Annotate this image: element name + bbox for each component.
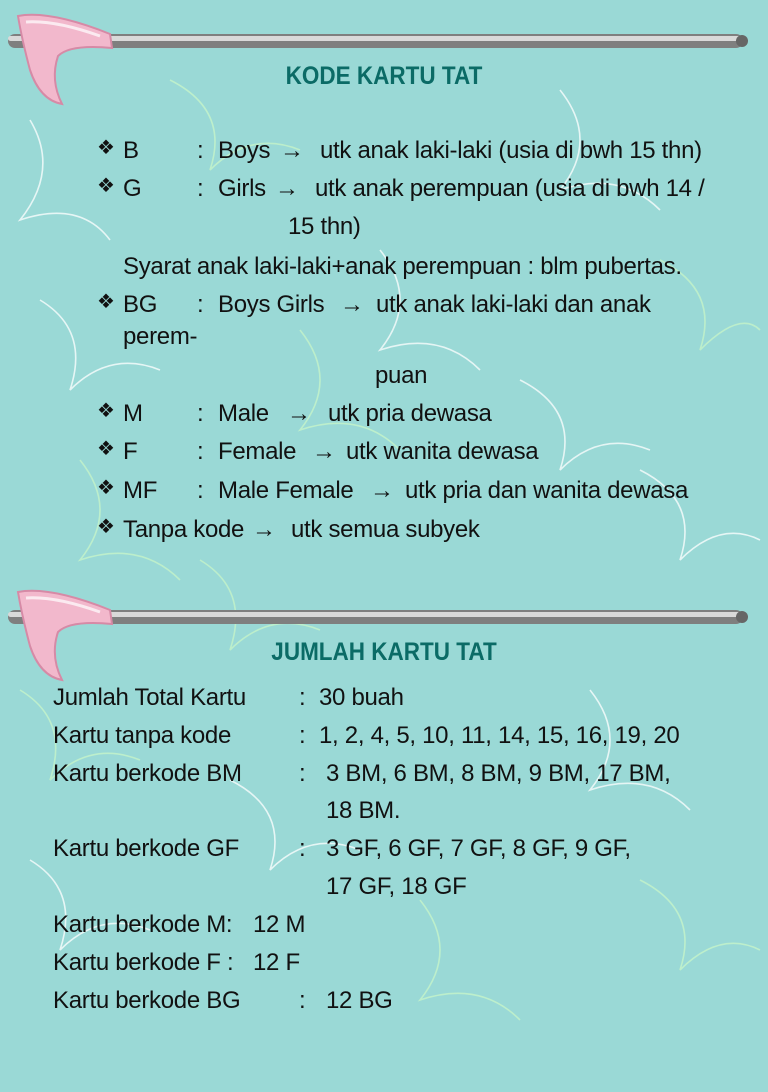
colon: : [197, 477, 204, 504]
row-label: Kartu berkode M: [53, 911, 233, 938]
row-value: 12 M [253, 911, 306, 938]
description: utk pria dan wanita dewasa [405, 477, 689, 504]
colon: : [197, 175, 204, 202]
description: utk anak laki-laki dan anak [376, 291, 651, 318]
code: B [123, 137, 139, 164]
colon: : [299, 722, 306, 749]
row-value: 3 GF, 6 GF, 7 GF, 8 GF, 9 GF, [326, 835, 631, 862]
code: G [123, 175, 142, 202]
code-label: Boys Girls [218, 291, 325, 318]
row-value: 3 BM, 6 BM, 8 BM, 9 BM, 17 BM, [326, 760, 671, 787]
row-value: 30 buah [319, 684, 404, 711]
colon: : [197, 137, 204, 164]
note-text: Syarat anak laki-laki+anak perempuan : blm pubertas. [123, 253, 682, 280]
description: utk semua subyek [291, 516, 480, 543]
description-continued: perem- [123, 323, 198, 350]
table-row [53, 684, 404, 712]
arrow-right-icon: → [280, 137, 304, 164]
arrow-right-icon: → [340, 291, 364, 318]
code-label: Girls [218, 175, 266, 202]
table-row [53, 949, 300, 977]
colon: : [197, 438, 204, 465]
colon: : [197, 400, 204, 427]
row-label: Kartu berkode BG [53, 987, 241, 1014]
diamond-bullet-icon: ❖ [97, 477, 115, 499]
row-value-continued: 17 GF, 18 GF [326, 873, 467, 900]
code: MF [123, 477, 158, 504]
table-row [53, 722, 680, 750]
row-value: 1, 2, 4, 5, 10, 11, 14, 15, 16, 19, 20 [319, 722, 680, 749]
table-row [53, 760, 671, 788]
arrow-right-icon: → [275, 175, 299, 202]
row-value: 12 BG [326, 987, 393, 1014]
code: M [123, 400, 143, 427]
diamond-bullet-icon: ❖ [97, 175, 115, 197]
row-label: Kartu berkode BM [53, 760, 242, 787]
slide-kode-kartu-tat [0, 0, 768, 543]
description: utk anak laki-laki (usia di bwh 15 thn) [320, 137, 702, 164]
table-row [53, 911, 306, 939]
code-label: Tanpa kode [123, 516, 245, 543]
code: BG [123, 291, 158, 318]
code-label: Male Female [218, 477, 354, 504]
row-value: 12 F [253, 949, 300, 976]
arrow-right-icon: → [370, 477, 394, 504]
row-label: Kartu tanpa kode [53, 722, 232, 749]
description: utk pria dewasa [328, 400, 492, 427]
row-label: Kartu berkode F : [53, 949, 234, 976]
description-continued: puan [375, 362, 428, 389]
description-continued: 15 thn) [288, 213, 361, 240]
diamond-bullet-icon: ❖ [97, 137, 115, 159]
slide-jumlah-kartu-tat [0, 580, 768, 1092]
diamond-bullet-icon: ❖ [97, 400, 115, 422]
description: utk anak perempuan (usia di bwh 14 / [315, 175, 705, 202]
colon: : [299, 684, 306, 711]
arrow-right-icon: → [252, 516, 276, 543]
table-row [53, 835, 631, 863]
code-label: Female [218, 438, 297, 465]
colon: : [299, 760, 306, 787]
arrow-right-icon: → [312, 438, 336, 465]
description: utk wanita dewasa [346, 438, 539, 465]
diamond-bullet-icon: ❖ [97, 516, 115, 538]
row-label: Kartu berkode GF [53, 835, 239, 862]
code: F [123, 438, 138, 465]
code-label: Boys [218, 137, 271, 164]
diamond-bullet-icon: ❖ [97, 438, 115, 460]
code-label: Male [218, 400, 269, 427]
slide-title: KODE KARTU TAT [285, 62, 483, 90]
row-label: Jumlah Total Kartu [53, 684, 246, 711]
colon: : [299, 987, 306, 1014]
colon: : [197, 291, 204, 318]
arrow-right-icon: → [287, 400, 311, 427]
diamond-bullet-icon: ❖ [97, 291, 115, 313]
table-row [53, 987, 393, 1015]
slide-title: JUMLAH KARTU TAT [271, 638, 497, 666]
row-value-continued: 18 BM. [326, 797, 401, 824]
colon: : [299, 835, 306, 862]
